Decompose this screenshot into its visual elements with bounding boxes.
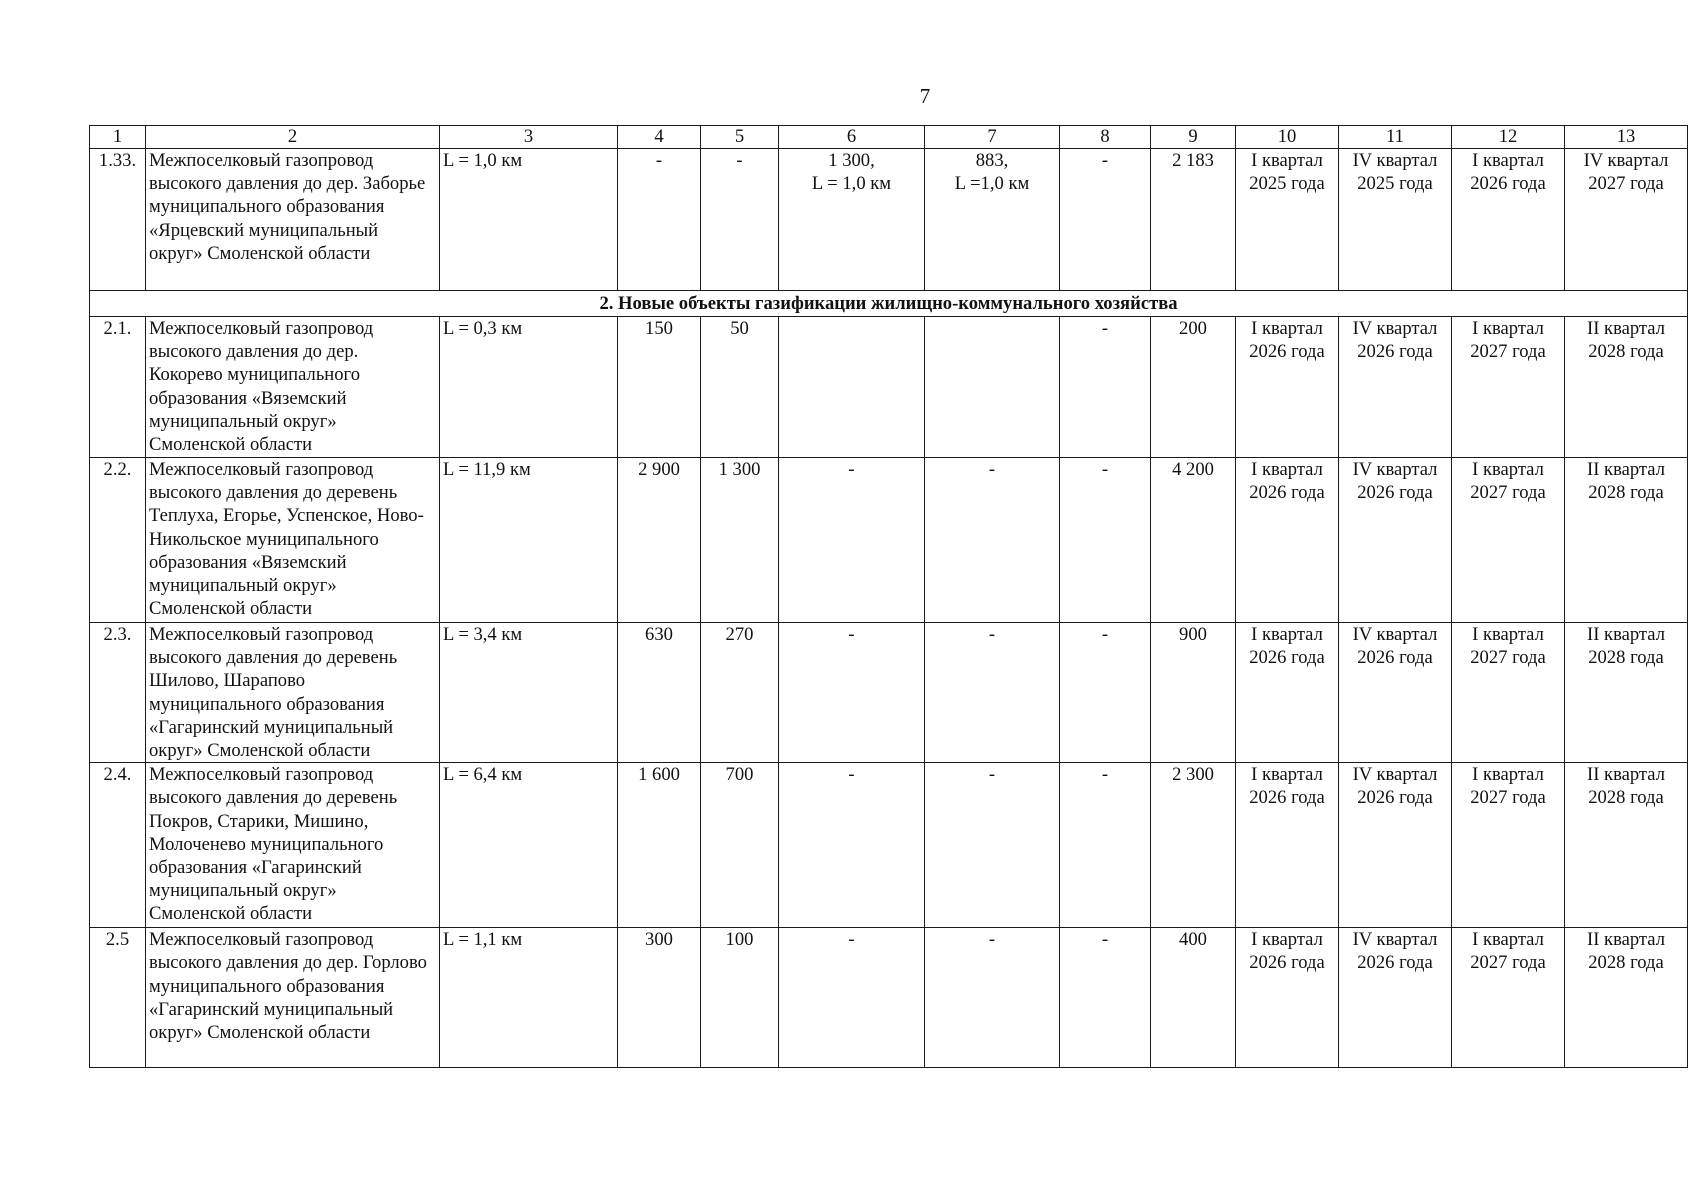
date-cell: IV квартал 2026 года (1339, 763, 1452, 928)
date-cell: I квартал 2027 года (1452, 317, 1565, 458)
pipeline-length: L = 11,9 км (440, 458, 618, 623)
column-number: 11 (1339, 126, 1452, 149)
value-cell: 50 (701, 317, 779, 458)
date-cell: I квартал 2026 года (1452, 149, 1565, 291)
value-cell: - (618, 149, 701, 291)
date-cell: II квартал 2028 года (1565, 763, 1688, 928)
value-cell: 700 (701, 763, 779, 928)
column-number: 9 (1151, 126, 1236, 149)
date-cell: II квартал 2028 года (1565, 458, 1688, 623)
value-cell: - (779, 928, 925, 1068)
date-cell: I квартал 2027 года (1452, 458, 1565, 623)
table-row (90, 623, 1688, 763)
row-number: 2.1. (90, 317, 146, 458)
value-line: L = 1,0 км (811, 173, 892, 195)
value-cell: - (925, 623, 1060, 763)
table-row (90, 458, 1688, 623)
column-number: 2 (146, 126, 440, 149)
column-number: 13 (1565, 126, 1688, 149)
column-number: 1 (90, 126, 146, 149)
date-cell: I квартал 2026 года (1236, 458, 1339, 623)
row-number: 2.3. (90, 623, 146, 763)
value-cell: - (925, 458, 1060, 623)
pipeline-length: L = 6,4 км (440, 763, 618, 928)
total-cell: 2 300 (1151, 763, 1236, 928)
value-cell: 300 (618, 928, 701, 1068)
page-number: 7 (919, 84, 931, 108)
value-cell: - (1060, 317, 1151, 458)
total-cell: 400 (1151, 928, 1236, 1068)
value-cell (779, 317, 925, 458)
section-title: 2. Новые объекты газификации жилищно-коммунального хозяйства (90, 291, 1688, 317)
total-cell: 900 (1151, 623, 1236, 763)
value-cell: 100 (701, 928, 779, 1068)
value-cell: - (1060, 928, 1151, 1068)
gasification-table (89, 125, 1688, 1068)
column-number: 12 (1452, 126, 1565, 149)
date-cell: IV квартал 2025 года (1339, 149, 1452, 291)
value-cell: - (779, 623, 925, 763)
pipeline-length: L = 3,4 км (440, 623, 618, 763)
column-number: 7 (925, 126, 1060, 149)
value-cell: - (779, 458, 925, 623)
table-row (90, 763, 1688, 928)
object-name: Межпоселковый газопровод высокого давления до деревень Шилово, Шарапово муниципального образования «Гагаринский муниципальный округ» Смоленской области (146, 623, 440, 763)
value-cell: - (925, 928, 1060, 1068)
table-row (90, 149, 1688, 291)
table-row (90, 928, 1688, 1068)
total-cell: 200 (1151, 317, 1236, 458)
object-name: Межпоселковый газопровод высокого давления до дер. Горлово муниципального образования «Гагаринский муниципальный округ» Смоленской области (146, 928, 440, 1068)
pipeline-length: L = 0,3 км (440, 317, 618, 458)
date-cell: I квартал 2027 года (1452, 928, 1565, 1068)
value-line: 883, (975, 150, 1009, 171)
date-cell: II квартал 2028 года (1565, 623, 1688, 763)
date-cell: I квартал 2026 года (1236, 928, 1339, 1068)
date-cell: IV квартал 2026 года (1339, 928, 1452, 1068)
object-name: Межпоселковый газопровод высокого давления до дер. Заборье муниципального образования «Ярцевский муниципальный округ» Смоленской области (146, 149, 440, 291)
row-number: 1.33. (90, 149, 146, 291)
value-cell: - (1060, 763, 1151, 928)
value-cell: 2 900 (618, 458, 701, 623)
column-number: 3 (440, 126, 618, 149)
total-cell: 2 183 (1151, 149, 1236, 291)
date-cell: IV квартал 2027 года (1565, 149, 1688, 291)
row-number: 2.5 (90, 928, 146, 1068)
pipeline-length: L = 1,1 км (440, 928, 618, 1068)
date-cell: I квартал 2027 года (1452, 623, 1565, 763)
date-cell: I квартал 2026 года (1236, 317, 1339, 458)
value-cell: - (925, 763, 1060, 928)
date-cell: I квартал 2025 года (1236, 149, 1339, 291)
value-cell: - (1060, 149, 1151, 291)
value-cell: 1 300 (701, 458, 779, 623)
table-row (90, 317, 1688, 458)
object-name: Межпоселковый газопровод высокого давления до деревень Покров, Старики, Мишино, Молоченево муниципального образования «Гагаринский муниципальный округ» Смоленской области (146, 763, 440, 928)
row-number: 2.2. (90, 458, 146, 623)
object-name: Межпоселковый газопровод высокого давления до дер. Кокорево муниципального образования «Вяземский муниципальный округ» Смоленской области (146, 317, 440, 458)
pipeline-length: L = 1,0 км (440, 149, 618, 291)
total-cell: 4 200 (1151, 458, 1236, 623)
column-number: 10 (1236, 126, 1339, 149)
column-number: 8 (1060, 126, 1151, 149)
value-cell: 270 (701, 623, 779, 763)
value-cell (779, 149, 925, 291)
value-line: 1 300, (828, 150, 875, 171)
value-cell (925, 149, 1060, 291)
column-number: 5 (701, 126, 779, 149)
date-cell: IV квартал 2026 года (1339, 458, 1452, 623)
date-cell: II квартал 2028 года (1565, 317, 1688, 458)
value-line: L =1,0 км (954, 173, 1030, 195)
value-cell: - (1060, 458, 1151, 623)
object-name: Межпоселковый газопровод высокого давления до деревень Теплуха, Егорье, Успенское, Ново-Никольское муниципального образования «Вяземский муниципальный округ» Смоленской области (146, 458, 440, 623)
value-cell: 150 (618, 317, 701, 458)
date-cell: I квартал 2026 года (1236, 763, 1339, 928)
value-cell: - (779, 763, 925, 928)
column-number: 6 (779, 126, 925, 149)
row-number: 2.4. (90, 763, 146, 928)
column-number: 4 (618, 126, 701, 149)
date-cell: IV квартал 2026 года (1339, 623, 1452, 763)
date-cell: I квартал 2026 года (1236, 623, 1339, 763)
value-cell (925, 317, 1060, 458)
value-cell: - (701, 149, 779, 291)
value-cell: 630 (618, 623, 701, 763)
section-header-row (90, 291, 1688, 317)
value-cell: - (1060, 623, 1151, 763)
column-number-row (90, 126, 1688, 149)
value-cell: 1 600 (618, 763, 701, 928)
date-cell: II квартал 2028 года (1565, 928, 1688, 1068)
date-cell: IV квартал 2026 года (1339, 317, 1452, 458)
date-cell: I квартал 2027 года (1452, 763, 1565, 928)
